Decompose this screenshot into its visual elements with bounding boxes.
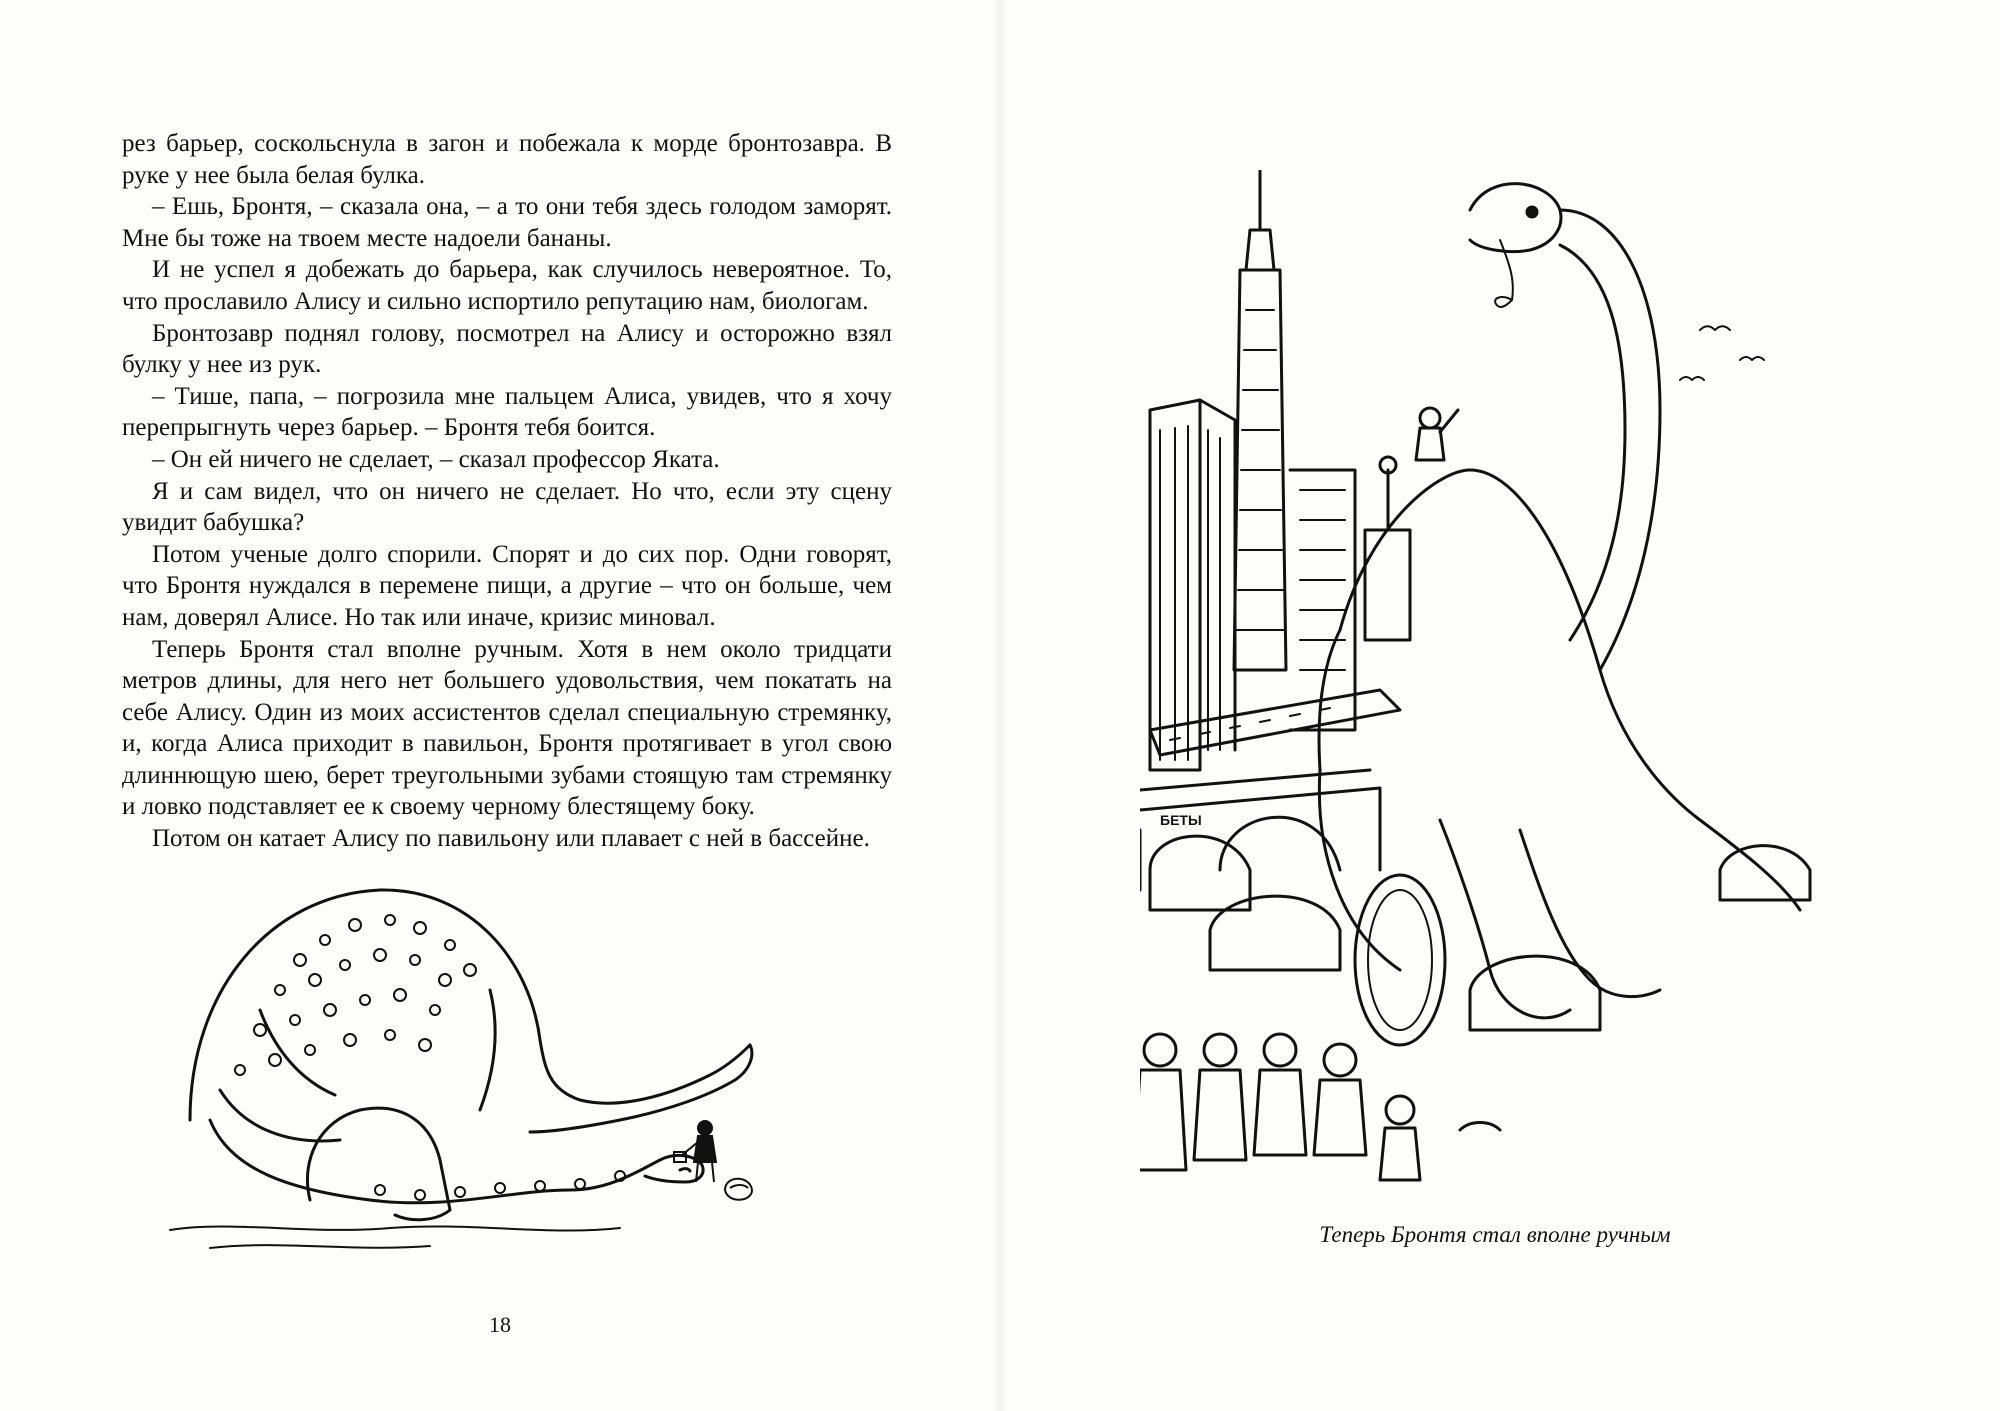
paragraph: Потом ученые долго спорили. Спорят и до сих пор. Одни говорят, что Бронтя нуждался в перемене пищи, а другие – что он больше, чем нам, доверял Алисе. Но так или иначе, кризис миновал. [122,540,892,631]
paragraph: Я и сам видел, что он ничего не сделает. Но что, если эту сцену увидит бабушка? [122,477,892,537]
sign-text: БЕТЫ [1160,812,1202,828]
illustration-brontosaurus-city [1140,170,1860,1200]
paragraph: Бронтозавр поднял голову, посмотрел на Алису и осторожно взял булку у нее из рук. [122,319,892,379]
illustration-caption: Теперь Бронтя стал вполне ручным [1319,1222,1671,1247]
paragraph: – Тише, папа, – погрозила мне пальцем Алиса, увидев, что я хочу перепрыгнуть через барьер. – Бронтя тебя боится. [122,382,892,442]
right-page [1000,0,2000,1411]
brontosaurus-drinking-drawing [150,870,770,1260]
paragraph: – Он ей ничего не сделает, – сказал профессор Яката. [152,445,720,473]
paragraph: Теперь Бронтя стал вполне ручным. Хотя в нем около тридцати метров длины, для него нет большего удовольствия, чем покатать на себе Алису. Один из моих ассистентов сделал специальную стремянку, и, когда Алиса приходит в павильон, Бронтя протягивает в угол свою длиннющую шею, берет треугольными зубами стоящую там стремянку и ловко подставляет ее к своему черному блестящему боку. [122,635,892,821]
page-number: 18 [489,1312,511,1337]
paragraph: И не успел я добежать до барьера, как случилось невероятное. То, что прославило Алису и сильно испортило репутацию нам, биологам. [122,256,892,315]
paragraph: рез барьер, соскольснула в загон и побежала к морде бронтозавра. В руке у нее была белая булка. [122,130,892,189]
paragraph: Потом он катает Алису по павильону или плавает с ней в бассейне. [152,825,870,853]
body-text [122,128,892,855]
illustration-brontosaurus-drinking [150,870,770,1260]
brontosaurus-city-drawing [1140,170,1860,1200]
paragraph: – Ешь, Бронтя, – сказала она, – а то они тебя здесь голодом заморят. Мне бы тоже на твоем месте надоели бананы. [122,193,892,252]
